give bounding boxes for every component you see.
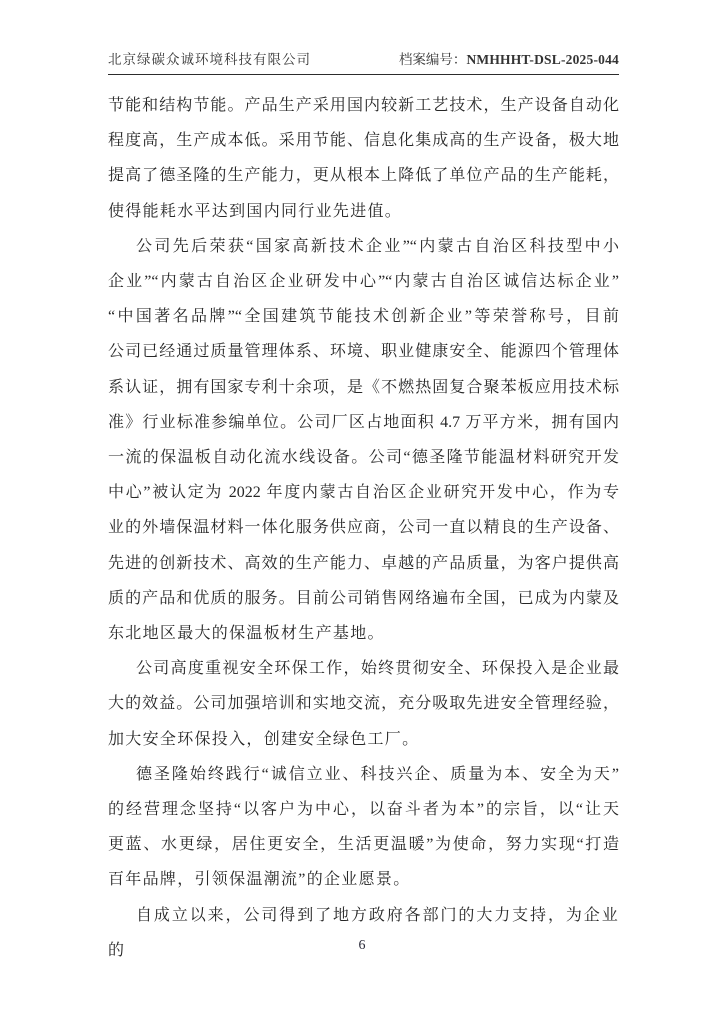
paragraph bbox=[108, 757, 619, 898]
page-number: 6 bbox=[358, 938, 366, 953]
text-line: 百年品牌，引领保温潮流”的企业愿景。 bbox=[108, 871, 411, 889]
page-header bbox=[108, 48, 619, 68]
text-line: 东北地区最大的保温板材生产基地。 bbox=[108, 625, 385, 643]
paragraph bbox=[108, 88, 619, 229]
text-line: 公司先后荣获“国家高新技术企业”“内蒙古自治区科技型中小 bbox=[136, 237, 619, 255]
text-line: 系认证，拥有国家专利十余项，是《不燃热固复合聚苯板应用技术标 bbox=[108, 378, 619, 396]
paragraph bbox=[108, 651, 619, 757]
text-line: 中心”被认定为 2022 年度内蒙古自治区企业研究开发中心，作为专 bbox=[108, 484, 619, 502]
text-line: 自成立以来，公司得到了地方政府各部门的大力支持，为企业的 bbox=[108, 906, 619, 959]
text-line: 节能和结构节能。产品生产采用国内较新工艺技术，生产设备自动化 bbox=[108, 97, 619, 114]
text-line: 准》行业标准参编单位。公司厂区占地面积 4.7 万平方米，拥有国内 bbox=[108, 413, 619, 431]
text-line: 业的外墙保温材料一体化服务供应商，公司一直以精良的生产设备、 bbox=[108, 519, 619, 537]
header-divider bbox=[108, 74, 619, 75]
text-line: 加大安全环保投入，创建安全绿色工厂。 bbox=[108, 730, 420, 748]
paragraph bbox=[108, 898, 619, 968]
text-line: 大的效益。公司加强培训和实地交流，充分吸取先进安全管理经验， bbox=[108, 695, 619, 713]
text-line: “中国著名品牌”“全国建筑节能技术创新企业”等荣誉称号，目前 bbox=[108, 308, 619, 326]
text-line: 公司已经通过质量管理体系、环境、职业健康安全、能源四个管理体 bbox=[108, 343, 619, 361]
text-line: 的经营理念坚持“以客户为中心，以奋斗者为本”的宗旨，以“让天 bbox=[108, 801, 619, 819]
archive-value: NMHHHT-DSL-2025-044 bbox=[466, 52, 619, 67]
archive-number bbox=[399, 48, 619, 68]
text-line: 更蓝、水更绿，居住更安全，生活更温暖”为使命，努力实现“打造 bbox=[108, 836, 619, 854]
text-line: 企业”“内蒙古自治区企业研发中心”“内蒙古自治区诚信达标企业” bbox=[108, 273, 619, 291]
text-line: 提高了德圣隆的生产能力，更从根本上降低了单位产品的生产能耗， bbox=[108, 167, 619, 185]
text-line: 质的产品和优质的服务。目前公司销售网络遍布全国，已成为内蒙及 bbox=[108, 589, 619, 607]
text-line: 德圣隆始终践行“诚信立业、科技兴企、质量为本、安全为天” bbox=[136, 765, 619, 783]
archive-label: 档案编号： bbox=[398, 52, 467, 67]
text-line: 一流的保温板自动化流水线设备。公司“德圣隆节能温材料研究开发 bbox=[108, 449, 619, 467]
paragraph bbox=[108, 229, 619, 651]
text-line: 程度高，生产成本低。采用节能、信息化集成高的生产设备，极大地 bbox=[108, 132, 619, 150]
text-line: 使得能耗水平达到国内同行业先进值。 bbox=[108, 202, 403, 220]
text-line: 公司高度重视安全环保工作，始终贯彻安全、环保投入是企业最 bbox=[136, 660, 619, 678]
document-body bbox=[108, 88, 619, 968]
text-line: 先进的创新技术、高效的生产能力、卓越的产品质量，为客户提供高 bbox=[108, 554, 619, 572]
page-footer bbox=[0, 938, 724, 954]
company-name: 北京绿碳众诚环境科技有限公司 bbox=[108, 52, 311, 67]
